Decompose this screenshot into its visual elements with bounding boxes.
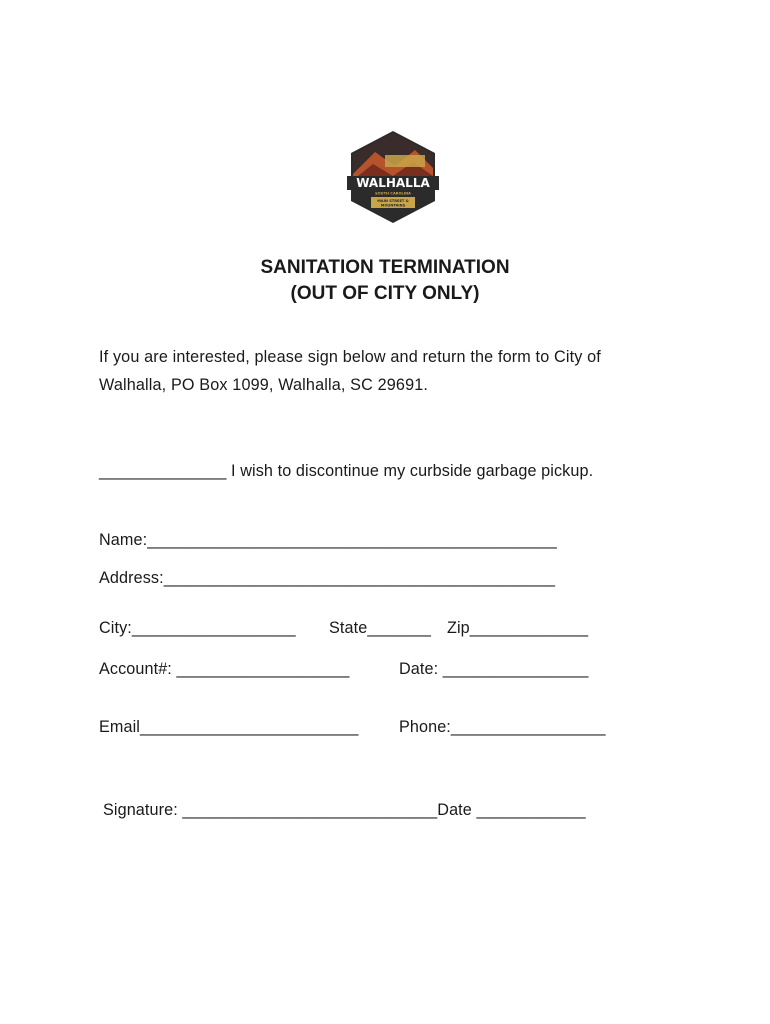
instructions-line1: If you are interested, please sign below and return the form to City of	[99, 348, 601, 366]
phone-field[interactable]: _________________	[450, 718, 606, 736]
state-label: State	[329, 619, 368, 637]
state-field[interactable]: _______	[367, 619, 432, 637]
logo-tagline: SOUTH CAROLINA	[375, 191, 411, 196]
account-row	[99, 660, 349, 679]
name-field[interactable]: _____________________________________________	[147, 531, 557, 549]
signature-date-field[interactable]: ____________	[476, 801, 586, 819]
zip-label: Zip	[447, 619, 470, 637]
email-label: Email	[99, 718, 140, 736]
signature-field[interactable]: ____________________________	[182, 801, 438, 819]
discontinue-text: I wish to discontinue my curbside garbage pickup.	[226, 462, 594, 480]
storefront-shape	[385, 155, 425, 167]
discontinue-initial-blank[interactable]: ______________	[99, 462, 227, 480]
discontinue-row	[99, 462, 593, 481]
city-field[interactable]: __________________	[131, 619, 296, 637]
name-label: Name:	[99, 531, 148, 549]
city-row	[99, 619, 296, 638]
account-field[interactable]: ___________________	[176, 660, 350, 678]
account-label: Account#:	[99, 660, 177, 678]
logo-line2: MOUNTAINS	[380, 203, 406, 208]
walhalla-logo	[345, 130, 441, 224]
city-label: City:	[99, 619, 132, 637]
instructions-line2: Walhalla, PO Box 1099, Walhalla, SC 29691.	[99, 376, 429, 394]
signature-label: Signature:	[103, 801, 183, 819]
phone-label: Phone:	[399, 718, 451, 736]
logo-brand-text: WALHALLA	[356, 176, 430, 190]
phone-row	[399, 718, 606, 737]
zip-row	[447, 619, 588, 638]
date-row	[399, 660, 588, 679]
zip-field[interactable]: _____________	[469, 619, 589, 637]
instructions	[99, 343, 689, 399]
state-row	[329, 619, 431, 638]
signature-date-label: Date	[437, 801, 477, 819]
address-field[interactable]: ___________________________________________	[163, 569, 556, 587]
logo-line1: MAIN STREET &	[377, 199, 409, 203]
date-field[interactable]: ________________	[442, 660, 589, 678]
date-label: Date:	[399, 660, 443, 678]
email-field[interactable]: ________________________	[139, 718, 359, 736]
address-label: Address:	[99, 569, 164, 587]
address-row	[99, 569, 555, 588]
name-row	[99, 531, 557, 550]
form-title: SANITATION TERMINATION	[260, 257, 510, 278]
email-row	[99, 718, 358, 737]
form-subtitle: (OUT OF CITY ONLY)	[290, 283, 480, 304]
signature-row	[103, 801, 586, 820]
